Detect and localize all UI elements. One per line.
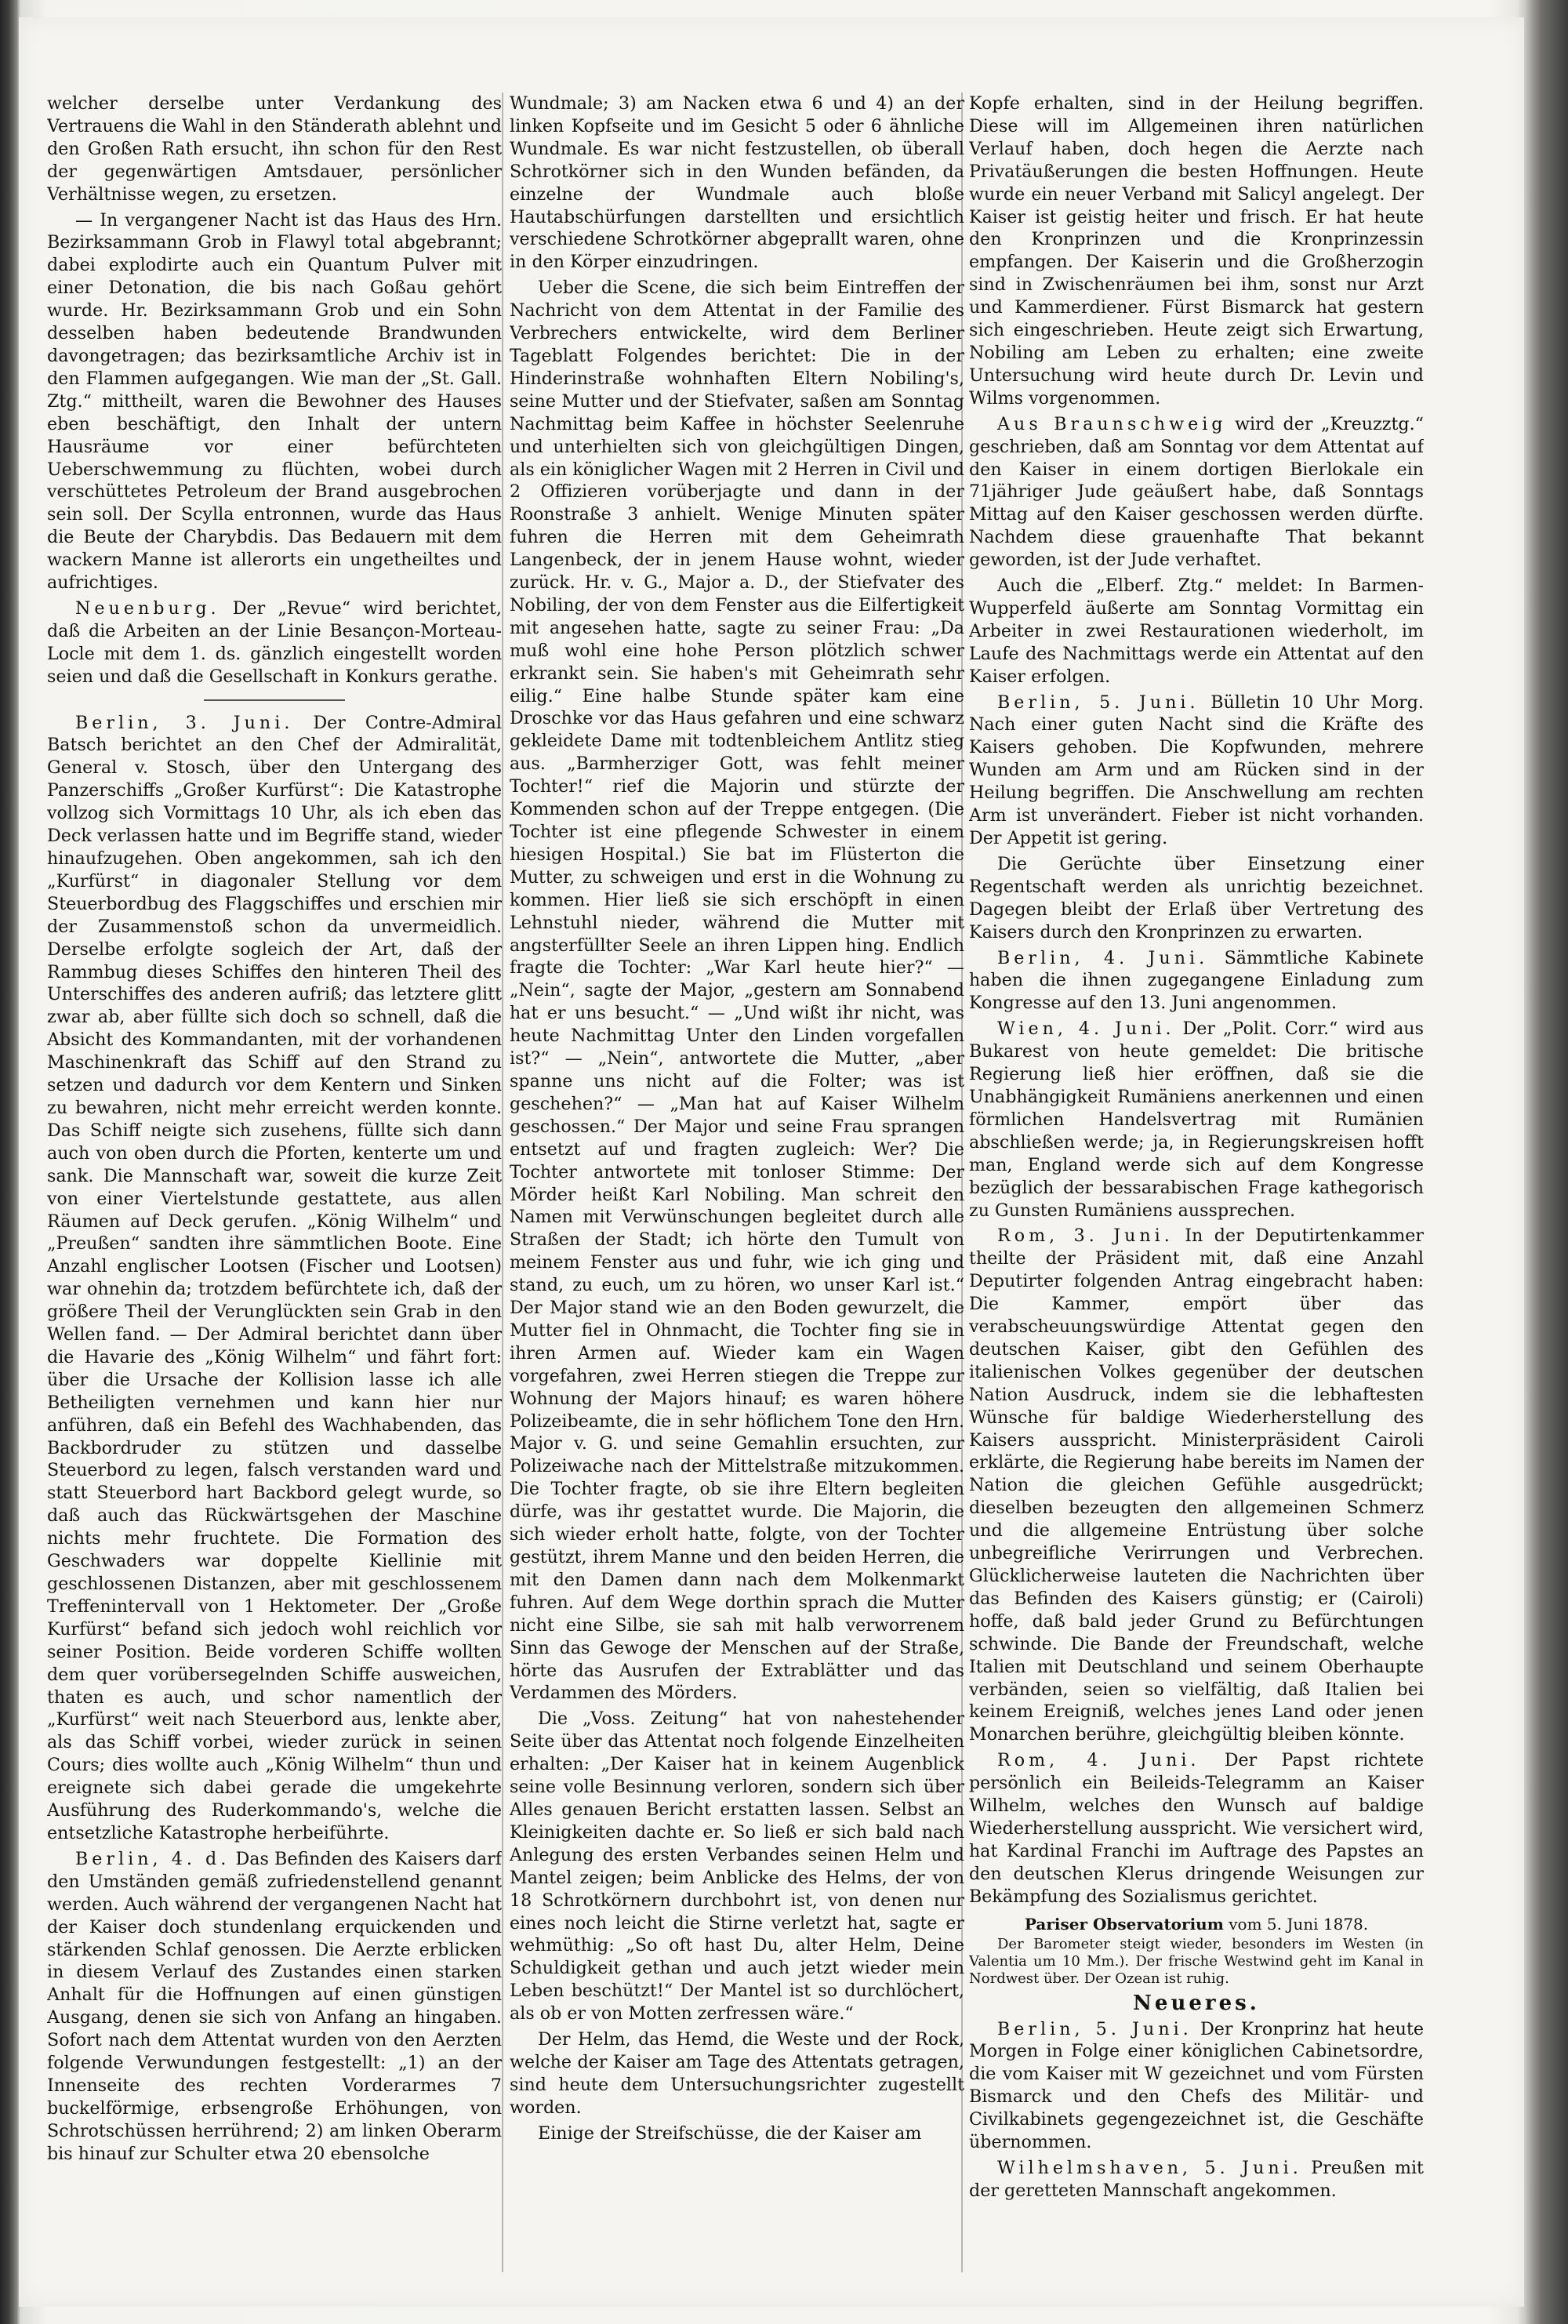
article-paragraph	[510, 93, 964, 274]
column-separator	[502, 93, 503, 2272]
paragraph-text: wird der „Kreuzztg.“ geschrieben, daß am Sonntag vor dem Attentat auf den Kaiser in einem dortigen Bierlokale ein 71jähriger Jude geäußert habe, daß Sonntags Mittag auf den Kaiser geschossen werden dürfte. Nachdem diese grauenhafte That bekannt geworden, ist der Jude verhaftet.	[969, 413, 1424, 571]
observatory-date: vom 5. Juni 1878.	[1229, 1914, 1369, 1934]
news-item	[47, 712, 502, 1845]
paragraph-text: Sämmtliche Kabinete haben die ihnen zugegangene Einladung zum Kongresse auf den 13. Juni angenommen.	[969, 947, 1424, 1014]
news-item	[47, 597, 502, 688]
paragraph-text: Der Papst richtete persönlich ein Beileids-Telegramm an Kaiser Wilhelm, welches den Wunsch auf baldige Wiederherstellung ausspricht. Wie versichert wird, hat Kardinal Franchi im Auftrage des Papstes an den deutschen Klerus dringende Weisungen zur Bekämpfung des Sozialismus gerichtet.	[969, 1750, 1424, 1907]
news-item	[969, 1225, 1424, 1746]
dateline: Rom, 4. Juni.	[997, 1750, 1200, 1771]
paragraph-text: Preußen mit der geretteten Mannschaft angekommen.	[969, 2157, 1424, 2201]
paragraph-text: Kopfe erhalten, sind in der Heilung begriffen. Diese will im Allgemeinen ihren natürlichen Verlauf haben, doch hegen die Aerzte nach Privatäußerungen die besten Hoffnungen. Heute wurde ein neuer Verband mit Salicyl angelegt. Der Kaiser ist geistig heiter und frisch. Er hat heute den Kronprinzen und die Kronprinzessin empfangen. Der Kaiserin und die Großherzogin sind in Zwischenräumen bei ihm, sonst nur Arzt und Kammerdiener. Fürst Bismarck hat gestern sich eingeschrieben. Heute zeigt sich Erwartung, Nobiling am Leben zu erhalten; eine zweite Untersuchung wird heute durch Dr. Levin und Wilms vorgenommen.	[969, 93, 1424, 409]
paragraph-text: Der „Revue“ wird berichtet, daß die Arbeiten an der Linie Besançon-Morteau-Locle mit dem 1. ds. gänzlich eingestellt worden seien und daß die Gesellschaft in Konkurs gerathe.	[47, 597, 502, 687]
paragraph-text: welcher derselbe unter Verdankung des Vertrauens die Wahl in den Ständerath ablehnt und den Großen Rath ersucht, ihn schon für den Rest der gegenwärtigen Amtsdauer, persönlicher Verhältnisse wegen, zu ersetzen.	[47, 93, 502, 205]
column-3	[969, 93, 1424, 2272]
section-divider	[204, 699, 345, 701]
paragraph-text: Der Helm, das Hemd, die Weste und der Rock, welche der Kaiser am Tage des Attentats getragen, sind heute dem Untersuchungsrichter zugestellt worden.	[510, 2029, 964, 2118]
paragraph-text: Der Contre-Admiral Batsch berichtet an den Chef der Admiralität, General v. Stosch, über den Untergang des Panzerschiffs „Großer Kurfürst“: Die Katastrophe vollzog sich Vormittags 10 Uhr, als ich eben das Deck verlassen hatte und im Begriffe stand, wieder hinaufzugehen. Oben angekommen, sah ich den „Kurfürst“ in diagonaler Stellung vor dem Steuerbordbug des Flaggschiffes und erschien mir der Zusammenstoß schon da unvermeidlich. Derselbe erfolgte sogleich der Art, daß der Rammbug dieses Schiffes den hinteren Theil des Unterschiffes des anderen aufriß; das letztere glitt zwar ab, aber füllte sich doch so schnell, daß die Absicht des Kommandanten, mit der vorhandenen Maschinenkraft das Schiff auf den Strand zu setzen und dadurch vor dem Kentern und Sinken zu bewahren, nicht mehr erreicht werden konnte. Das Schiff neigte sich zusehens, füllte sich dann auch von oben durch die Pforten, kenterte um und sank. Die Mannschaft war, soweit die kurze Zeit von einer Viertelstunde gestattete, aus allen Räumen auf Deck gerufen. „König Wilhelm“ und „Preußen“ sandten ihre sämmtlichen Boote. Eine Anzahl englischer Lootsen (Fischer und Lootsen) war ohnehin da; trotzdem befürchtete ich, daß der größere Theil der Verunglückten sein Grab in den Wellen fand. — Der Admiral berichtet dann über die Havarie des „König Wilhelm“ und fährt fort: über die Ursache der Kollision lasse ich alle Betheiligten vernehmen und kann hier nur anführen, daß ein Befehl des Wachhabenden, das Backbordruder zu stützen und dasselbe Steuerbord zu legen, falsch verstanden ward und statt Steuerbord hart Backbord gelegt wurde, so daß auch das Rückwärtsgehen der Maschine nichts mehr fruchtete. Die Formation des Geschwaders war doppelte Kiellinie mit geschlossenen Distanzen, aber mit geschlossenem Treffenintervall von 1 Hektometer. Der „Große Kurfürst“ befand sich jedoch wohl reichlich vor seiner Position. Beide vorderen Schiffe wollten dem quer vorübersegelnden Schiffe ausweichen, thaten es auch, und schor namentlich der „Kurfürst“ weit nach Steuerbord aus, lenkte aber, als das Schiff vorbei, wieder zurück in seinen Cours; dies wollte auch „König Wilhelm“ thun und ereignete sich dabei gerade die umgekehrte Ausführung des Ruderkommando's, welche die entsetzliche Katastrophe herbeiführte.	[47, 712, 502, 1843]
paragraph-text: — In vergangener Nacht ist das Haus des Hrn. Bezirksammann Grob in Flawyl total abgebrannt; dabei explodirte auch ein Quantum Pulver mit einer Detonation, die bis nach Goßau gehört wurde. Hr. Bezirksammann Grob und ein Sohn desselben haben bedeutende Brandwunden davongetragen; das bezirksamtliche Archiv ist in den Flammen aufgegangen. Wie man der „St. Gall. Ztg.“ mittheilt, waren die Bewohner des Hauses eben beschäftigt, den Inhalt der untern Hausräume vor einer befürchteten Ueberschwemmung zu flüchten, wobei durch verschüttetes Petroleum der Brand ausgebrochen sein soll. Der Scylla entronnen, wurde das Haus die Beute der Charybdis. Das Bedauern mit dem wackern Manne ist allerorts ein ungetheiltes und aufrichtiges.	[47, 209, 502, 594]
article-paragraph	[969, 853, 1424, 944]
dateline: Aus Braunschweig	[997, 413, 1227, 434]
paragraph-text: Die Gerüchte über Einsetzung einer Regentschaft werden als unrichtig bezeichnet. Dagegen bleibt der Erlaß über Vertretung des Kaisers durch den Kronprinzen zu erwarten.	[969, 853, 1424, 942]
article-paragraph	[969, 93, 1424, 410]
dateline: Berlin, 4. d.	[75, 1848, 230, 1869]
dateline: Rom, 3. Juni.	[997, 1226, 1174, 1247]
weather-report: Der Barometer steigt wieder, besonders im Westen (in Valentia um 10 Mm.). Der frische Westwind geht im Kanal in Nordwest über. Der Ozean ist ruhig.	[969, 1935, 1424, 1987]
news-item	[969, 413, 1424, 572]
news-item	[969, 2157, 1424, 2202]
news-item	[969, 692, 1424, 850]
dateline: Berlin, 5. Juni.	[997, 2018, 1192, 2039]
column-2	[510, 93, 964, 2272]
section-heading: Neueres.	[1133, 1991, 1260, 2015]
news-item	[47, 1848, 502, 2166]
paragraph-text: Das Befinden des Kaisers darf den Umständen gemäß zufriedenstellend genannt werden. Auch während der vergangenen Nacht hat der Kaiser doch stundenlang erquickenden und stärkenden Schlaf genossen. Die Aerzte erblicken in diesem Verlauf des Zustandes einen starken Anhalt für die Hoffnungen auf einen günstigen Ausgang, denen sie sich von Anfang an hingaben. Sofort nach dem Attentat wurden von den Aerzten folgende Verwundungen festgestellt: „1) an der Innenseite des rechten Vorderarmes 7 buckelförmige, erbsengroße Erhöhungen, von Schrotschüssen herrührend; 2) am linken Oberarm bis hinauf zur Schulter etwa 20 ebensolche	[47, 1848, 502, 2164]
article-paragraph	[510, 2028, 964, 2119]
paragraph-text: In der Deputirtenkammer theilte der Präsident mit, daß eine Anzahl Deputirter folgenden Antrag eingebracht haben: Die Kammer, empört über das verabscheuungswürdige Attentat gegen den deutschen Kaiser, gibt den Gefühlen des italienischen Volkes gegenüber der deutschen Nation Ausdruck, indem sie die lebhaftesten Wünsche für baldige Wiederherstellung des Kaisers ausspricht. Ministerpräsident Cairoli erklärte, die Regierung habe bereits im Namen der Nation die gleichen Gefühle ausgedrückt; dieselben bezeugten den allgemeinen Schmerz und die allgemeine Entrüstung über solche unbegreifliche Verirrungen und Verbrechen. Glücklicherweise lauteten die Nachrichten über das Befinden des Kaisers günstig; er (Cairoli) hoffe, daß bald jeder Grund zu Befürchtungen schwinde. Die Bande der Freundschaft, welche Italien mit Deutschland und seinem Oberhaupte verbänden, seien so vielfältig, daß Italien bei keinem Ereigniß, welches jenes Land oder jenen Monarchen berühre, gleichgültig bleiben könnte.	[969, 1226, 1424, 1745]
dateline: Berlin, 3. Juni.	[75, 712, 294, 733]
article-paragraph	[969, 575, 1424, 688]
paragraph-text: Wundmale; 3) am Nacken etwa 6 und 4) an der linken Kopfseite und im Gesicht 5 oder 6 ähnliche Wundmale. Es war nicht festzustellen, ob überall Schrotkörner sich in den Wunden befänden, da einzelne der Wundmale auch bloße Hautabschürfungen darstellten und ersichtlich verschiedene Schrotkörner abgeprallt waren, ohne in den Körper einzudringen.	[510, 93, 964, 273]
page-edge-shadow	[1524, 0, 1568, 2324]
dateline: Berlin, 4. Juni.	[997, 947, 1209, 968]
observatory-header	[969, 1915, 1424, 1934]
dateline: Berlin, 5. Juni.	[997, 692, 1200, 713]
dateline: Wilhelmshaven, 5. Juni.	[997, 2157, 1302, 2178]
paragraph-text: Einige der Streifschüsse, die der Kaiser am	[538, 2122, 922, 2144]
paragraph-text: Auch die „Elberf. Ztg.“ meldet: In Barmen-Wupperfeld äußerte am Sonntag Vormittag ein Arbeiter in zwei Restaurationen wiederholt, im Laufe des Nachmittags werde ein Attentat auf den Kaiser erfolgen.	[969, 576, 1424, 687]
paragraph-text: Der „Polit. Corr.“ wird aus Bukarest von heute gemeldet: Die britische Regierung ließ hier eröffnen, daß sie die Unabhängigkeit Rumäniens anerkennen und einen förmlichen Handelsvertrag mit Rumänien abschließen werde; ja, in Regierungskreisen hofft man, England werde sich auf dem Kongresse bezüglich der bessarabischen Frage kathegorisch zu Gunsten Rumäniens aussprechen.	[969, 1019, 1424, 1221]
news-item	[969, 947, 1424, 1015]
article-paragraph	[47, 93, 502, 206]
article-paragraph	[510, 2122, 964, 2145]
dateline: Wien, 4. Juni.	[997, 1019, 1175, 1040]
binding-edge	[0, 0, 17, 2324]
news-item	[969, 1749, 1424, 1908]
paragraph-text: Der Kronprinz hat heute Morgen in Folge einer königlichen Cabinetsordre, die vom Kaiser mit W gezeichnet und vom Fürsten Bismarck und den Chefs des Militär- und Civilkabinets gegengezeichnet ist, die Geschäfte übernommen.	[969, 2018, 1424, 2153]
news-item	[969, 1018, 1424, 1222]
article-paragraph	[510, 1708, 964, 2025]
paragraph-text: Ueber die Scene, die sich beim Eintreffen der Nachricht von dem Attentat in der Familie des Verbrechers entwickelte, wird dem Berliner Tageblatt Folgendes berichtet: Die in der Hinderinstraße wohnhaften Eltern Nobiling's, seine Mutter und der Stiefvater, saßen am Sonntag Nachmittag beim Kaffee in höchster Seelenruhe und unterhielten sich von gleichgültigen Dingen, als ein königlicher Wagen mit 2 Herren in Civil und 2 Offizieren vorüberjagte und dann in der Roonstraße 3 anhielt. Wenige Minuten später fuhren die Herren mit dem Geheimrath Langenbeck, der in jenem Hause wohnt, wieder zurück. Hr. v. G., Major a. D., der Stiefvater des Nobiling, der von dem Fenster aus die Eilfertigkeit mit angesehen hatte, sagte zu seiner Frau: „Da muß wohl eine hohe Person plötzlich schwer erkrankt sein. Sie haben's mit Geheimrath sehr eilig.“ Eine halbe Stunde später kam eine Droschke vor das Haus gefahren und eine schwarz gekleidete Dame mit todtenbleichem Antlitz stieg aus. „Barmherziger Gott, was fehlt meiner Tochter!“ rief die Majorin und stürzte der Kommenden schon auf der Treppe entgegen. (Die Tochter ist eine pflegende Schwester in einem hiesigen Hospital.) Sie bat im Flüsterton die Mutter, zu schweigen und erst in die Wohnung zu kommen. Hier ließ sie sich erschöpft in einen Lehnstuhl nieder, während die Mutter mit angsterfüllter Seele an ihren Lippen hing. Endlich fragte die Tochter: „War Karl heute hier?“ — „Nein“, sagte der Major, „gestern am Sonnabend hat er uns besucht.“ — „Und wißt ihr nicht, was heute Nachmittag Unter den Linden vorgefallen ist?“ — „Nein“, antwortete die Mutter, „aber spanne uns nicht auf die Folter; was ist geschehen?“ — „Man hat auf Kaiser Wilhelm geschossen.“ Der Major und seine Frau sprangen entsetzt auf und fragten zugleich: Wer? Die Tochter antwortete mit tonloser Stimme: Der Mörder heißt Karl Nobiling. Man schreit den Namen mit Verwünschungen begleitet durch alle Straßen der Stadt; ich hörte den Tumult von meinem Fenster aus und fuhr, wie ich ging und stand, zu euch, um zu hören, wo unser Karl ist.“ Der Major stand wie an den Boden gewurzelt, die Mutter fiel in Ohnmacht, die Tochter fing sie in ihren Armen auf. Wieder kam ein Wagen vorgefahren, zwei Herren stiegen die Treppe zur Wohnung der Majors hinauf; es waren höhere Polizeibeamte, die in sehr höflichem Tone den Hrn. Major v. G. und seine Gemahlin ersuchten, zur Polizeiwache nach der Mittelstraße mitzukommen. Die Tochter fragte, ob sie ihre Eltern begleiten dürfe, was ihr gestattet wurde. Die Majorin, die sich wieder erholt hatte, folgte, von der Tochter gestützt, ihrem Manne und den beiden Herren, die mit den Damen dann nach dem Molkenmarkt fuhren. Auf dem Wege dorthin sprach die Mutter nicht eine Silbe, sie sah mit halb verworrenem Sinn das Gewoge der Menschen auf der Straße, hörte das Ausrufen der Extrablätter und das Verdammen des Mörders.	[510, 278, 964, 1704]
article-paragraph	[47, 209, 502, 594]
column-1	[47, 93, 502, 2272]
paragraph-text: Bülletin 10 Uhr Morg. Nach einer guten Nacht sind die Kräfte des Kaisers gehoben. Die Kopfwunden, mehrere Wunden am Arm und am Rücken sind in der Heilung begriffen. Die Anschwellung am rechten Arm ist unverändert. Fieber ist nicht vorhanden. Der Appetit ist gering.	[969, 692, 1424, 848]
paragraph-text: Die „Voss. Zeitung“ hat von nahestehender Seite über das Attentat noch folgende Einzelheiten erhalten: „Der Kaiser hat in keinem Augenblick seine volle Besinnung verloren, sondern sich über Alles genauen Bericht erstatten lassen. Selbst an Kleinigkeiten dachte er. So ließ er sich bald nach Anlegung des ersten Verbandes seinen Helm und Mantel zeigen; beim Anblicke des Helms, der von 18 Schrotkörnern durchbohrt ist, von denen nur eines noch leicht die Stirne verletzt hat, sagte er wehmüthig: „So oft hast Du, alter Helm, Deine Schuldigkeit gethan und auch jetzt wieder mein Leben beschützt!“ Der Mantel ist so durchlöchert, als ob er von Motten zerfressen wäre.“	[510, 1709, 964, 2024]
observatory-title: Pariser Observatorium	[1024, 1914, 1224, 1934]
dateline: Neuenburg.	[75, 597, 220, 619]
news-item	[969, 2018, 1424, 2154]
article-paragraph	[510, 277, 964, 1705]
